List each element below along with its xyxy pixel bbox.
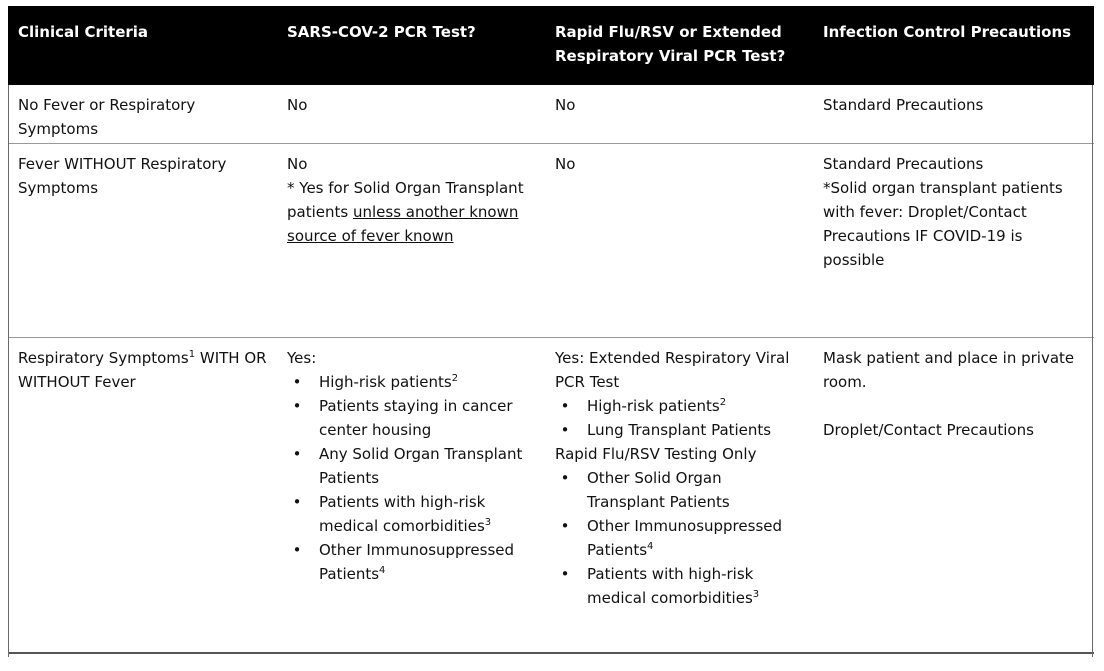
row3-criteria <box>8 337 277 653</box>
list-item-text: Lung Transplant Patients <box>587 420 772 439</box>
row2-precautions-standard: Standard Precautions <box>823 154 984 173</box>
list-item <box>555 418 803 442</box>
list-item-text: Other Immunosuppressed Patients <box>587 516 783 559</box>
criteria-table-sheet <box>8 6 1094 656</box>
footnote-marker: 2 <box>451 372 459 384</box>
row3-criteria-b: WITH OR WITHOUT Fever <box>18 348 267 391</box>
row2-sars-note <box>287 176 535 248</box>
bullet-icon: • <box>560 564 570 583</box>
row3-precautions <box>813 337 1094 653</box>
row2-precautions-note: *Solid organ transplant patients with fever: Droplet/Contact Precautions IF COVID-19 is possible <box>823 178 1063 269</box>
row3-flu-mid: Rapid Flu/RSV Testing Only <box>555 444 757 463</box>
footnote-marker: 4 <box>647 540 654 552</box>
row2-sars-no: No <box>287 154 308 173</box>
header-sars-cov-2-test: SARS-COV-2 PCR Test? <box>287 23 476 41</box>
bullet-icon: • <box>292 444 302 463</box>
table-row <box>8 143 1094 337</box>
bullet-icon: • <box>560 396 570 415</box>
row3-flu-intro: Yes: Extended Respiratory Viral PCR Test <box>555 348 790 391</box>
footnote-marker: 3 <box>752 588 760 600</box>
criteria-table <box>8 6 1094 654</box>
bullet-icon: • <box>292 540 302 559</box>
row1-sars: No <box>277 85 545 143</box>
row3-sars-list <box>287 370 535 586</box>
list-item <box>555 562 803 610</box>
list-item-text: Patients with high-risk medical comorbidities <box>319 492 486 535</box>
list-item-text: High-risk patients <box>319 372 452 391</box>
header-infection-control: Infection Control Precautions <box>823 23 1072 41</box>
bullet-icon: • <box>292 396 302 415</box>
list-item-text: Other Immunosuppressed Patients <box>319 540 515 583</box>
list-item <box>555 514 803 562</box>
list-item <box>287 490 535 538</box>
list-item <box>287 442 535 490</box>
row2-sars-note-underlined: unless another known source of fever known <box>287 202 519 245</box>
row3-flu <box>545 337 813 653</box>
footnote-marker: 4 <box>379 564 386 576</box>
footnote-marker: 3 <box>484 516 492 528</box>
list-item-text: High-risk patients <box>587 396 720 415</box>
list-item <box>555 466 803 514</box>
row3-criteria-a: Respiratory Symptoms <box>18 348 189 367</box>
row3-flu-list-a <box>555 394 803 442</box>
row1-flu: No <box>545 85 813 143</box>
list-item <box>287 394 535 442</box>
row1-criteria: No Fever or Respiratory Symptoms <box>8 85 277 143</box>
row2-sars-note-text: * Yes for Solid Organ Transplant patients <box>287 178 524 221</box>
row2-sars <box>277 143 545 337</box>
row2-precautions <box>813 143 1094 337</box>
bullet-icon: • <box>560 468 570 487</box>
list-item-text: Patients staying in cancer center housing <box>319 396 513 439</box>
footnote-marker: 2 <box>719 396 727 408</box>
row3-precautions-droplet: Droplet/Contact Precautions <box>823 420 1034 439</box>
bullet-icon: • <box>292 372 302 391</box>
row3-sars <box>277 337 545 653</box>
table-row <box>8 337 1094 653</box>
row3-sars-intro: Yes: <box>287 348 317 367</box>
list-item <box>287 538 535 586</box>
list-item-text: Other Solid Organ Transplant Patients <box>587 468 730 511</box>
row3-flu-list-b <box>555 466 803 610</box>
header-flu-rsv-test: Rapid Flu/RSV or Extended Respiratory Viral PCR Test? <box>555 23 786 65</box>
header-row <box>8 6 1094 85</box>
table-row <box>8 85 1094 143</box>
list-item <box>287 370 535 394</box>
list-item-text: Any Solid Organ Transplant Patients <box>319 444 523 487</box>
row3-criteria-footnote: 1 <box>188 348 196 360</box>
row1-precautions: Standard Precautions <box>813 85 1094 143</box>
header-clinical-criteria: Clinical Criteria <box>18 23 149 41</box>
row2-criteria: Fever WITHOUT Respiratory Symptoms <box>8 143 277 337</box>
bullet-icon: • <box>292 492 302 511</box>
row2-flu: No <box>545 143 813 337</box>
bullet-icon: • <box>560 516 570 535</box>
list-item-text: Patients with high-risk medical comorbidities <box>587 564 754 607</box>
bullet-icon: • <box>560 420 570 439</box>
list-item <box>555 394 803 418</box>
row3-precautions-mask: Mask patient and place in private room. <box>823 348 1075 391</box>
